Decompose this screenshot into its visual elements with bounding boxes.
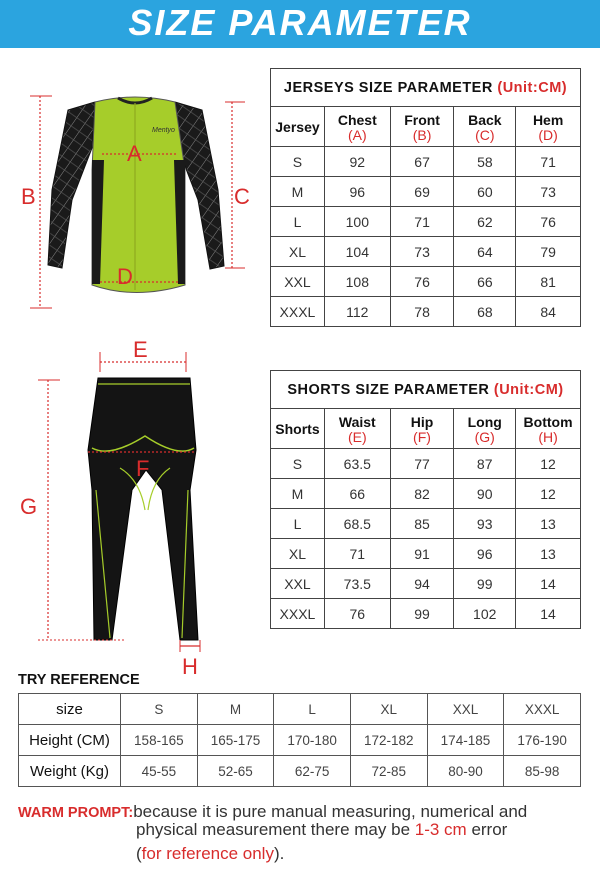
table-row [19,756,581,787]
table-cell: 71 [390,207,454,237]
table-cell: 158-165 [121,725,198,756]
table-cell: 60 [454,177,516,207]
warm-line2-end: error [466,820,508,839]
shorts-title-text: SHORTS SIZE PARAMETER [287,381,490,398]
table-cell: 64 [454,237,516,267]
column-header-letter: (D) [538,126,558,143]
table-cell: XL [271,539,325,569]
table-cell: 79 [516,237,581,267]
table-cell: 66 [454,267,516,297]
column-header-letter: (G) [474,428,495,445]
jerseys-table-title [271,69,581,107]
table-cell: 68 [454,297,516,327]
table-cell: 58 [454,147,516,177]
table-cell: 82 [390,479,454,509]
column-header-letter: (C) [475,126,495,143]
table-cell: 165-175 [197,725,274,756]
table-row [271,449,581,479]
column-header-letter: (H) [538,428,558,445]
row-header: Weight (Kg) [19,756,121,787]
column-header [516,107,581,147]
table-row [271,207,581,237]
table-cell: 62-75 [274,756,351,787]
table-row [271,147,581,177]
column-header-name: Chest [337,111,377,128]
table-cell: 13 [516,539,581,569]
dim-label-g: G [20,494,38,519]
table-cell: 112 [324,297,390,327]
dim-label-d: D [117,264,133,289]
warm-line2-text: physical measurement there may be [136,820,415,839]
column-header-name: Bottom [523,413,573,430]
warm-prompt-label: WARM PROMPT: [18,805,134,821]
table-cell: XXXL [504,694,581,725]
table-cell: 13 [516,509,581,539]
column-header [390,107,454,147]
shorts-table-title [271,371,581,409]
warm-prompt-line1: because it is pure manual measuring, numerical and [133,802,528,821]
table-cell: M [271,479,325,509]
table-cell: 67 [390,147,454,177]
column-header-name: Front [404,111,440,128]
table-cell: L [271,509,325,539]
table-cell: S [121,694,198,725]
table-cell: 63.5 [324,449,390,479]
table-cell: 78 [390,297,454,327]
table-row [271,177,581,207]
table-cell: 66 [324,479,390,509]
table-cell: 52-65 [197,756,274,787]
column-header-letter: (B) [412,126,432,143]
table-cell: 14 [516,599,581,629]
table-cell: 76 [390,267,454,297]
table-cell: 90 [454,479,516,509]
warm-reference-note: for reference only [141,844,274,863]
dim-label-e: E [133,337,148,362]
dim-label-c: C [234,184,250,209]
column-header-name: Hip [410,413,434,430]
table-cell: 76 [516,207,581,237]
table-row [271,569,581,599]
table-cell: 71 [516,147,581,177]
table-cell: XXL [271,569,325,599]
column-header-letter: (F) [413,428,431,445]
table-cell: 73 [390,237,454,267]
warm-prompt-line2 [136,820,507,840]
table-cell: XL [350,694,427,725]
table-cell: 12 [516,479,581,509]
shorts-size-table [270,370,581,629]
table-cell: L [271,207,325,237]
title-banner [0,0,600,48]
table-cell: 92 [324,147,390,177]
column-header [454,107,516,147]
try-reference-title: TRY REFERENCE [18,672,140,688]
table-cell: 176-190 [504,725,581,756]
table-cell: XXXL [271,297,325,327]
column-header [271,107,325,147]
brand-logo: Mentyo [152,127,175,134]
table-cell: 93 [454,509,516,539]
warm-prompt-line3 [136,844,284,864]
table-cell: 96 [454,539,516,569]
dim-label-b: B [21,184,36,209]
table-cell: 94 [390,569,454,599]
dim-label-h: H [182,654,198,679]
table-cell: 170-180 [274,725,351,756]
column-header-name: Shorts [275,421,320,437]
table-cell: S [271,147,325,177]
table-cell: 172-182 [350,725,427,756]
table-row [271,237,581,267]
jerseys-unit: (Unit:CM) [497,79,568,96]
column-header [324,107,390,147]
table-cell: 45-55 [121,756,198,787]
column-header-letter: (E) [347,428,367,445]
table-cell: XXL [271,267,325,297]
table-cell: 12 [516,449,581,479]
table-row [19,694,581,725]
table-cell: XXL [427,694,504,725]
column-header [516,409,581,449]
table-cell: 91 [390,539,454,569]
warm-error-range: 1-3 cm [414,820,467,839]
warm-paren-open: ( [136,844,142,863]
table-cell: 62 [454,207,516,237]
dim-label-f: F [136,456,150,481]
shorts-unit: (Unit:CM) [493,381,564,398]
table-cell: 72-85 [350,756,427,787]
column-header [454,409,516,449]
table-cell: XXXL [271,599,325,629]
table-cell: 100 [324,207,390,237]
table-row [271,297,581,327]
table-cell: 87 [454,449,516,479]
jersey-illustration [0,70,270,320]
table-cell: L [274,694,351,725]
warm-paren-close: ). [273,844,285,863]
jerseys-title-text: JERSEYS SIZE PARAMETER [283,79,493,96]
table-cell: 71 [324,539,390,569]
table-cell: 85 [390,509,454,539]
table-cell: 81 [516,267,581,297]
column-header-name: Back [468,111,502,128]
table-row [271,539,581,569]
table-cell: 14 [516,569,581,599]
table-cell: M [271,177,325,207]
table-cell: 96 [324,177,390,207]
table-row [271,599,581,629]
table-cell: 102 [454,599,516,629]
table-cell: 68.5 [324,509,390,539]
table-cell: 99 [454,569,516,599]
column-header [271,409,325,449]
table-cell: M [197,694,274,725]
table-cell: 85-98 [504,756,581,787]
column-header-name: Waist [338,413,376,430]
jerseys-size-table [270,68,581,327]
table-cell: 108 [324,267,390,297]
try-reference-table [18,693,581,787]
table-cell: 99 [390,599,454,629]
table-cell: 77 [390,449,454,479]
table-cell: 73 [516,177,581,207]
table-cell: 84 [516,297,581,327]
table-cell: XL [271,237,325,267]
dim-label-a: A [127,141,142,166]
column-header [390,409,454,449]
table-cell: 174-185 [427,725,504,756]
table-cell: 80-90 [427,756,504,787]
row-header: Height (CM) [19,725,121,756]
table-row [271,479,581,509]
column-header-name: Hem [532,111,564,128]
column-header-name: Long [467,413,502,430]
table-row [19,725,581,756]
table-cell: 73.5 [324,569,390,599]
table-row [271,509,581,539]
table-row [271,267,581,297]
table-cell: 104 [324,237,390,267]
page-title: SIZE PARAMETER [128,2,472,43]
column-header-letter: (A) [347,126,367,143]
table-cell: 76 [324,599,390,629]
pants-illustration [0,340,270,670]
table-cell: S [271,449,325,479]
row-header: size [19,694,121,725]
table-cell: 69 [390,177,454,207]
column-header-name: Jersey [275,119,320,135]
column-header [324,409,390,449]
